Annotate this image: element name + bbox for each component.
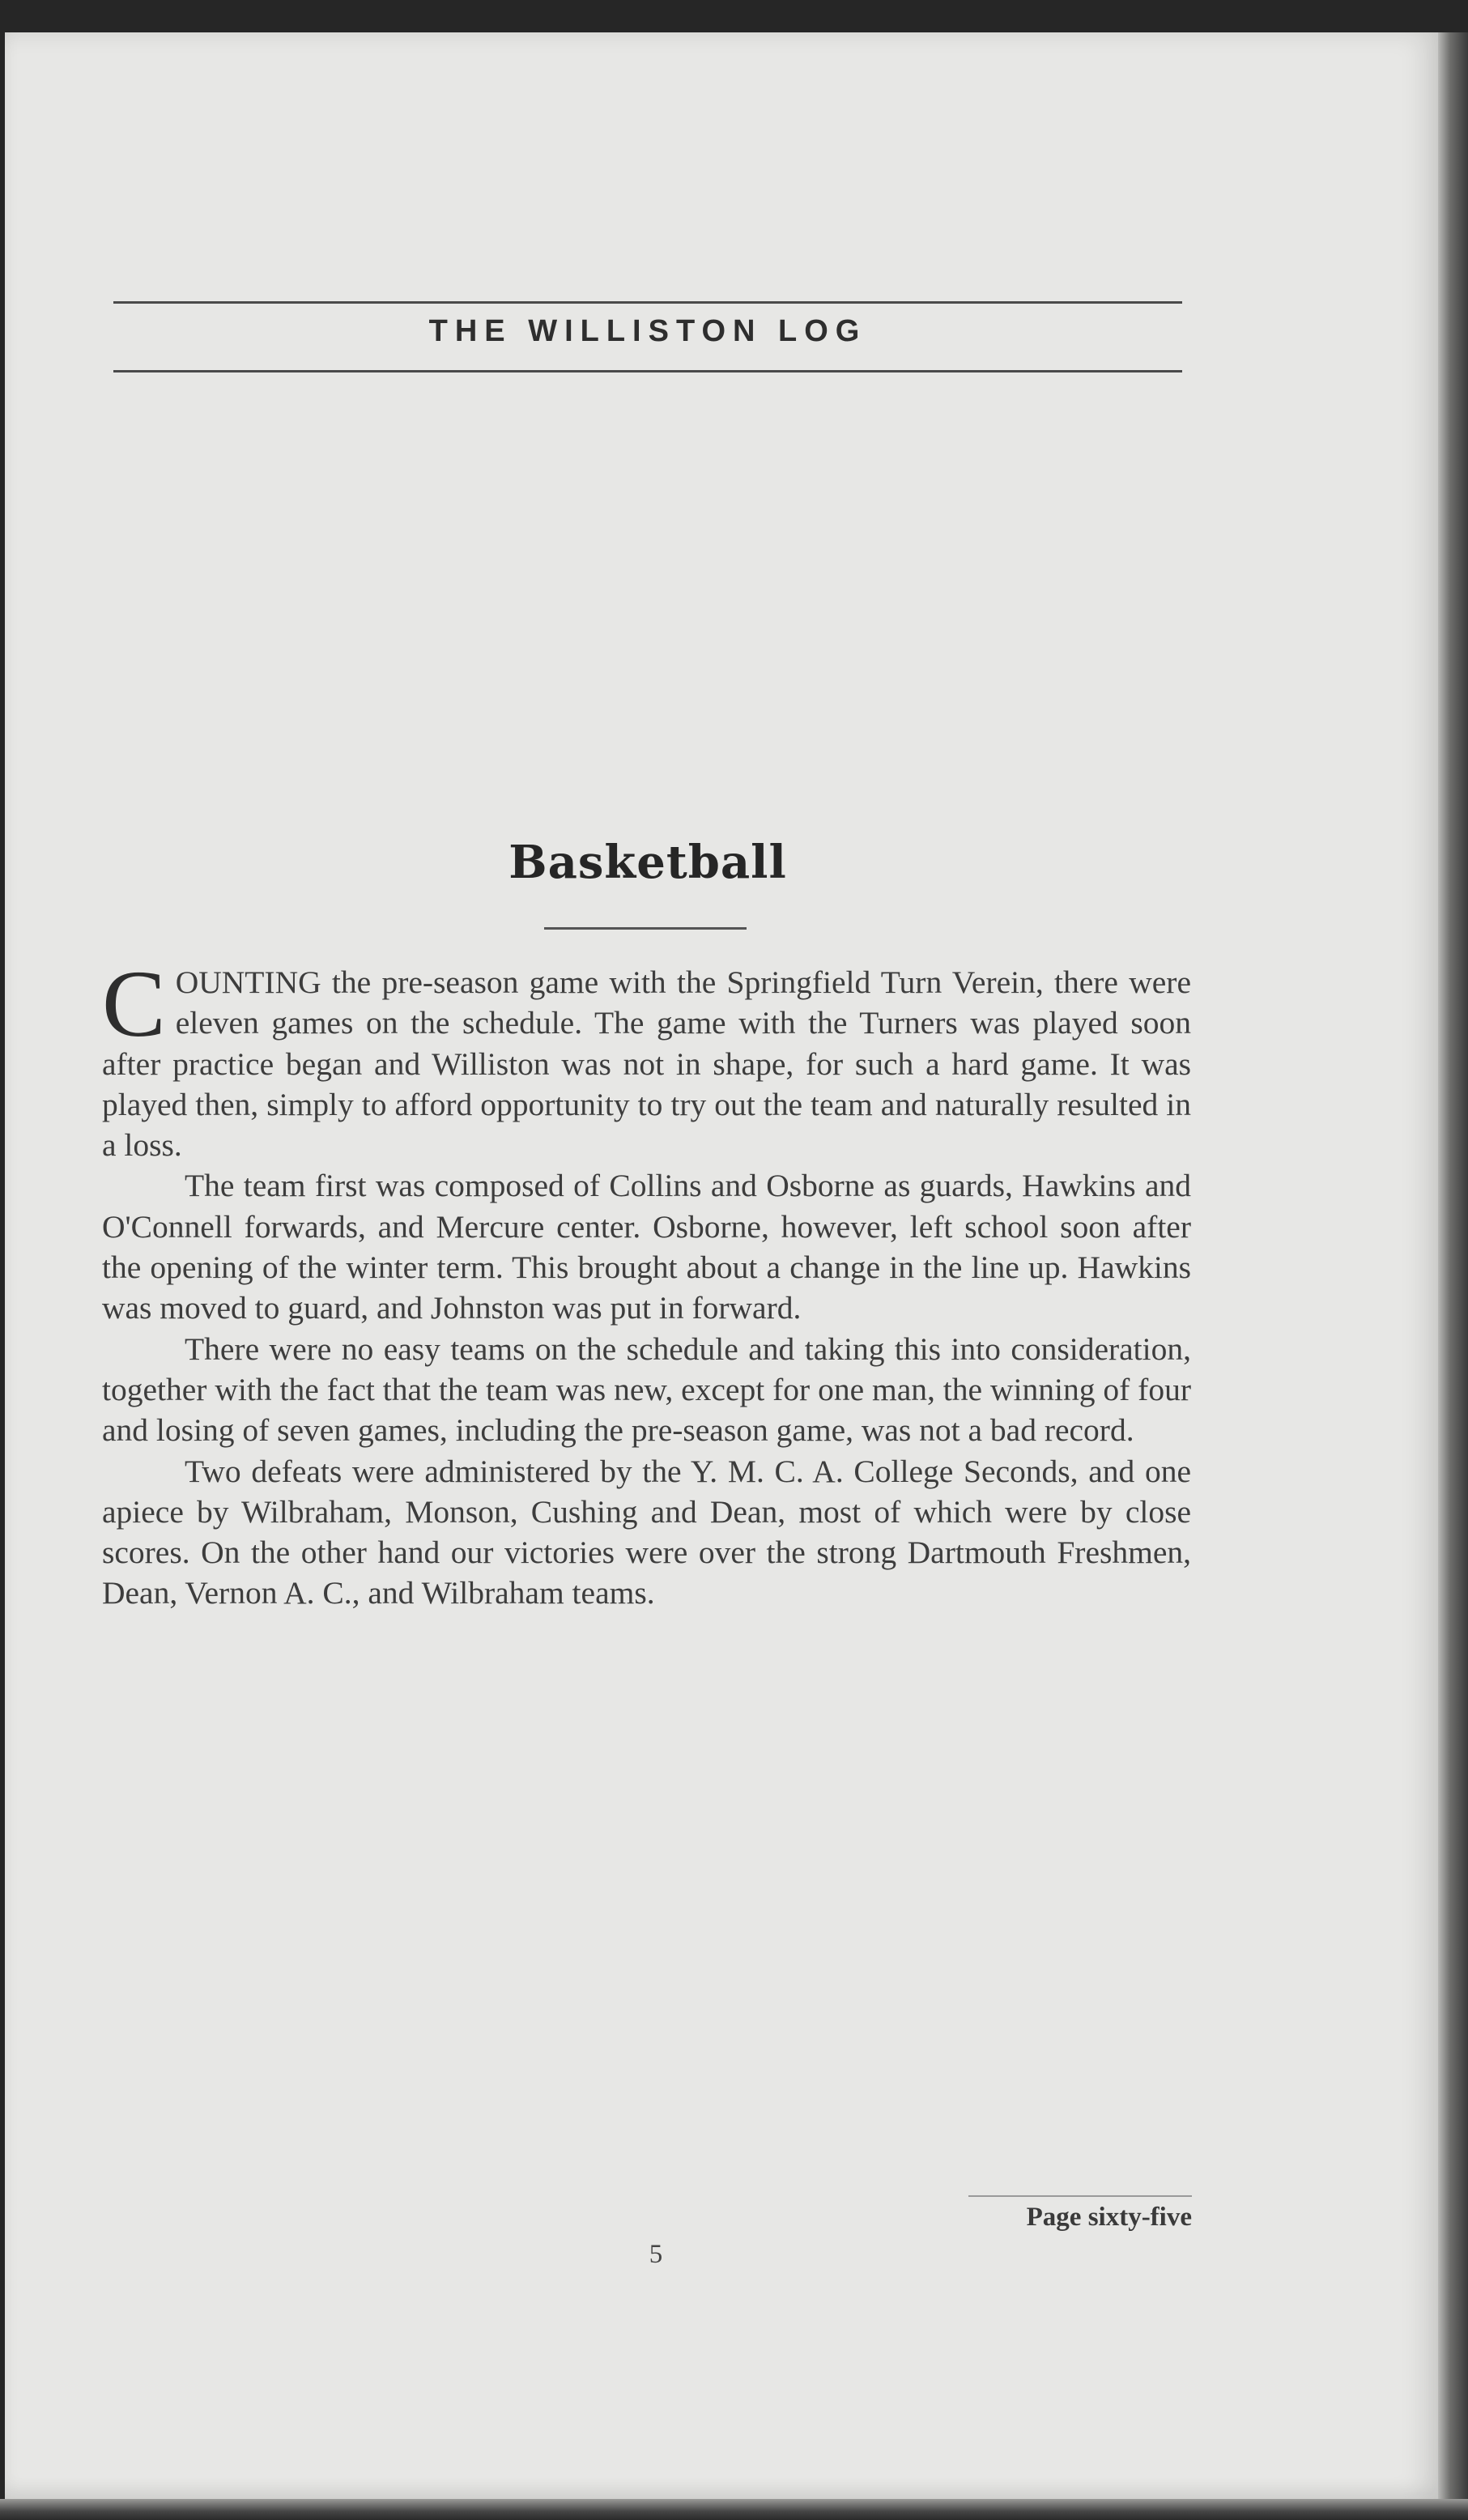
page-number-label: Page sixty-five	[1026, 2203, 1192, 2232]
header-rule-bottom	[113, 370, 1182, 372]
paragraph-4: Two defeats were administered by the Y. M. C. A. College Seconds, and one apiece by Wilbraham, Monson, Cushing and Dean, most of which were by close scores. On the other hand our victories were over the strong Dartmouth Freshmen, Dean, Vernon A. C., and Wilbraham teams.	[102, 1453, 1191, 1611]
header-rule-top	[113, 301, 1182, 304]
page-edge-shadow	[1438, 32, 1468, 2520]
article-body	[102, 951, 1191, 1614]
paragraph-3: There were no easy teams on the schedule and taking this into consideration, together with the fact that the team was new, except for one man, the winning of four and losing of seven games, including the pre-season game, was not a bad record.	[102, 1330, 1191, 1449]
running-head: THE WILLISTON LOG	[428, 314, 867, 348]
paragraph-2: The team first was composed of Collins and Osborne as guards, Hawkins and O'Connell forwards, and Mercure center. Osborne, however, left school soon after the opening of the winter term. This brought about a change in the line up. Hawkins was moved to guard, and Johnston was put in forward.	[102, 1168, 1191, 1326]
article-title: Basketball	[508, 836, 787, 889]
paragraph-1-text: OUNTING the pre-season game with the Springfield Turn Verein, there were eleven games on the schedule. The game with the Turners was played soon after practice began and Williston was not in shape, for such a hard game. It was played then, simply to afford opportunity to try out the team and naturally resulted in a loss.	[102, 964, 1191, 1164]
page-label-rule	[968, 2195, 1192, 2197]
page-bottom-edge	[0, 2499, 1468, 2520]
folio-number: 5	[649, 2240, 663, 2269]
drop-cap: C	[102, 951, 166, 1057]
paragraph-1	[102, 951, 1191, 1165]
title-rule	[544, 927, 747, 930]
